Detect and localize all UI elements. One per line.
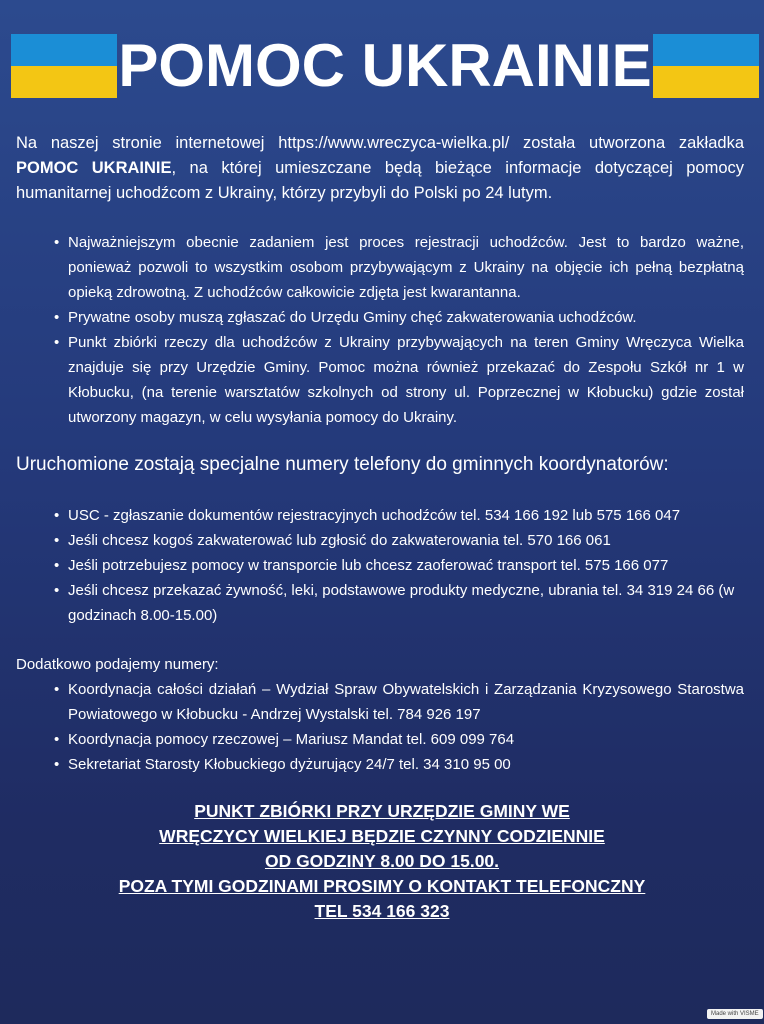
intro-paragraph <box>16 131 744 206</box>
flag-blue-stripe <box>653 34 759 66</box>
made-with-visme-badge[interactable]: Made with VISME <box>707 1009 763 1019</box>
list-item: • Jeśli potrzebujesz pomocy w transporcie lub chcesz zaoferować transport tel. 575 166 077 <box>54 553 744 578</box>
notice-line: WRĘCZYCY WIELKIEJ BĘDZIE CZYNNY CODZIENNIE <box>159 826 605 846</box>
list-item: • USC - zgłaszanie dokumentów rejestracyjnych uchodźców tel. 534 166 192 lub 575 166 047 <box>54 503 744 528</box>
coordinator-phone-list <box>54 503 744 628</box>
flag-yellow-stripe <box>11 66 117 98</box>
additional-phone-list <box>54 677 744 777</box>
notice-line: PUNKT ZBIÓRKI PRZY URZĘDZIE GMINY WE <box>194 801 570 821</box>
additional-numbers-heading: Dodatkowo podajemy numery: <box>16 656 219 673</box>
intro-text-after: , na której umieszczane będą bieżące informacje dotyczącej pomocy humanitarnej uchodźcom z Ukrainy, którzy przybyli do Polski po 24 lutym. <box>16 159 745 202</box>
flag-blue-stripe <box>11 34 117 66</box>
intro-bold-tab-name: POMOC UKRAINIE <box>16 159 172 177</box>
notice-line: OD GODZINY 8.00 DO 15.00. <box>264 851 500 871</box>
list-item: • Prywatne osoby muszą zgłaszać do Urzędu Gminy chęć zakwaterowania uchodźców. <box>54 305 744 330</box>
list-item: • Koordynacja pomocy rzeczowej – Mariusz Mandat tel. 609 099 764 <box>54 727 744 752</box>
ukraine-flag-right-icon <box>653 34 759 98</box>
intro-text-before: Na naszej stronie internetowej https://www.wreczyca-wielka.pl/ została utworzona zakładka <box>16 134 744 152</box>
list-item: • Sekretariat Starosty Kłobuckiego dyżurujący 24/7 tel. 34 310 95 00 <box>54 752 744 777</box>
page-title: POMOC UKRAINIE <box>118 32 652 99</box>
list-item: • Najważniejszym obecnie zadaniem jest proces rejestracji uchodźców. Jest to bardzo ważne, ponieważ pozwoli to wszystkim osobom przybywającym z Ukrainy na objęcie ich pełną bezpłatną opieką zdrowotną. Z uchodźców całkowicie zdjęta jest kwarantanna. <box>54 230 744 305</box>
list-item: • Jeśli chcesz kogoś zakwaterować lub zgłosić do zakwaterowania tel. 570 166 061 <box>54 528 744 553</box>
info-bullet-list <box>54 230 744 430</box>
ukraine-flag-left-icon <box>11 34 117 98</box>
list-item: • Punkt zbiórki rzeczy dla uchodźców z Ukrainy przybywających na teren Gminy Wręczyca Wielka znajduje się przy Urzędzie Gminy. Pomoc można również przekazać do Zespołu Szkół nr 1 w Kłobucku, (na terenie warsztatów szkolnych od strony ul. Poprzecznej w Kłobucku) gdzie został utworzony magazyn, w celu wysyłania pomocy do Ukrainy. <box>54 330 744 430</box>
notice-line: POZA TYMI GODZINAMI PROSIMY O KONTAKT TELEFONCZNY <box>118 876 646 896</box>
list-item: • Jeśli chcesz przekazać żywność, leki, podstawowe produkty medyczne, ubrania tel. 34 319 24 66 (w godzinach 8.00-15.00) <box>54 578 744 628</box>
collection-point-notice <box>30 799 734 924</box>
list-item: • Koordynacja całości działań – Wydział Spraw Obywatelskich i Zarządzania Kryzysowego Starostwa Powiatowego w Kłobucku - Andrzej Wystalski tel. 784 926 197 <box>54 677 744 727</box>
notice-line: TEL 534 166 323 <box>314 901 450 921</box>
flag-yellow-stripe <box>653 66 759 98</box>
coordinators-heading: Uruchomione zostają specjalne numery telefony do gminnych koordynatorów: <box>16 454 669 475</box>
